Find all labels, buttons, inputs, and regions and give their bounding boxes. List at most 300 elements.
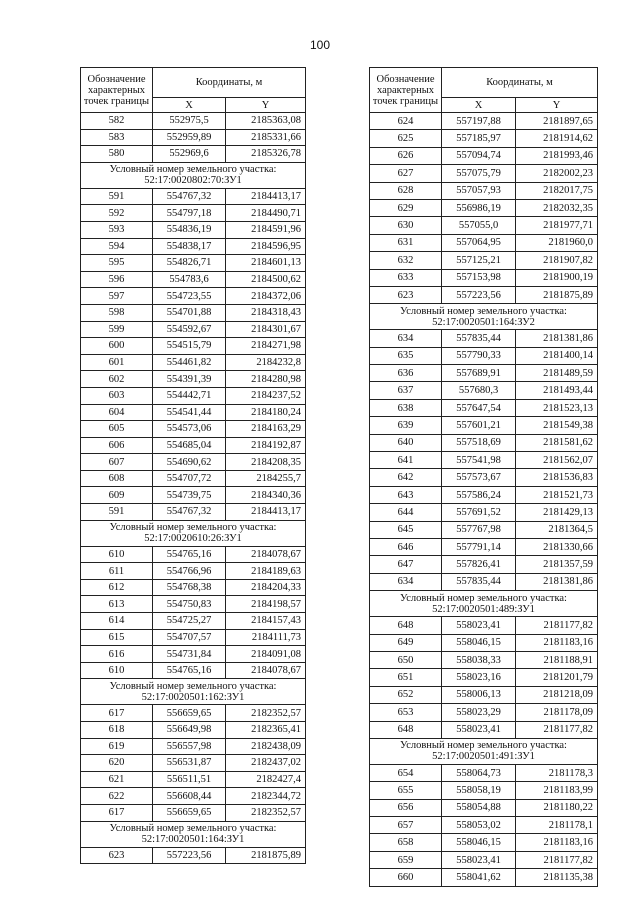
header-designation: Обозначение характерных точек границы [370, 68, 442, 113]
table-row [81, 437, 306, 454]
table-row [81, 304, 306, 321]
x-coordinate-cell: 557055,0 [442, 217, 516, 234]
y-coordinate-cell: 2185363,08 [226, 113, 306, 130]
y-coordinate-cell: 2184078,67 [226, 546, 306, 563]
point-number-cell: 619 [81, 738, 153, 755]
point-number-cell: 601 [81, 354, 153, 371]
x-coordinate-cell: 557835,44 [442, 573, 516, 590]
y-coordinate-cell: 2184237,52 [226, 387, 306, 404]
x-coordinate-cell: 556557,98 [153, 738, 226, 755]
parcel-label-text: Условный номер земельного участка: [400, 305, 567, 317]
table-row [81, 613, 306, 630]
point-number-cell: 636 [370, 365, 442, 382]
point-number-cell: 639 [370, 417, 442, 434]
table-row [370, 834, 598, 851]
y-coordinate-cell: 2181183,16 [516, 634, 598, 651]
point-number-cell: 616 [81, 646, 153, 663]
y-coordinate-cell: 2185326,78 [226, 146, 306, 163]
point-number-cell: 640 [370, 434, 442, 451]
table-row [81, 146, 306, 163]
point-number-cell: 583 [81, 129, 153, 146]
y-coordinate-cell: 2182437,02 [226, 755, 306, 772]
point-number-cell: 614 [81, 613, 153, 630]
table-row [81, 662, 306, 679]
point-number-cell: 658 [370, 834, 442, 851]
parcel-number-label [370, 591, 598, 617]
table-row [370, 573, 598, 590]
x-coordinate-cell: 556531,87 [153, 755, 226, 772]
y-coordinate-cell: 2181562,07 [516, 452, 598, 469]
table-row [81, 354, 306, 371]
y-coordinate-cell: 2181914,62 [516, 130, 598, 147]
point-number-cell: 650 [370, 651, 442, 668]
x-coordinate-cell: 556511,51 [153, 771, 226, 788]
point-number-cell: 632 [370, 252, 442, 269]
x-coordinate-cell: 558023,29 [442, 704, 516, 721]
y-coordinate-cell: 2181429,13 [516, 504, 598, 521]
table-row [370, 486, 598, 503]
x-coordinate-cell: 554515,79 [153, 338, 226, 355]
y-coordinate-cell: 2181381,86 [516, 330, 598, 347]
table-row [370, 417, 598, 434]
point-number-cell: 626 [370, 147, 442, 164]
table-row [370, 234, 598, 251]
table-row [370, 434, 598, 451]
table-row [81, 738, 306, 755]
table-row [81, 271, 306, 288]
table-row [370, 147, 598, 164]
parcel-code: 52:17:0020501:489:ЗУ1 [432, 603, 535, 615]
x-coordinate-cell: 554707,57 [153, 629, 226, 646]
y-coordinate-cell: 2184157,43 [226, 613, 306, 630]
point-number-cell: 634 [370, 330, 442, 347]
y-coordinate-cell: 2181875,89 [226, 847, 306, 864]
y-coordinate-cell: 2181493,44 [516, 382, 598, 399]
table-row [370, 521, 598, 538]
point-number-cell: 617 [81, 705, 153, 722]
table-row [81, 255, 306, 272]
y-coordinate-cell: 2184189,63 [226, 563, 306, 580]
table-row [370, 851, 598, 868]
x-coordinate-cell: 557185,97 [442, 130, 516, 147]
point-number-cell: 617 [81, 804, 153, 821]
y-coordinate-cell: 2184192,87 [226, 437, 306, 454]
x-coordinate-cell: 558053,02 [442, 817, 516, 834]
table-row [370, 538, 598, 555]
table-row [81, 722, 306, 739]
y-coordinate-cell: 2184318,43 [226, 304, 306, 321]
table-row [370, 399, 598, 416]
table-row [370, 347, 598, 364]
table-row [81, 238, 306, 255]
point-number-cell: 629 [370, 199, 442, 216]
y-coordinate-cell: 2181180,22 [516, 799, 598, 816]
point-number-cell: 641 [370, 452, 442, 469]
table-row [370, 330, 598, 347]
table-row [370, 382, 598, 399]
y-coordinate-cell: 2181330,66 [516, 538, 598, 555]
y-coordinate-cell: 2184232,8 [226, 354, 306, 371]
table-row [81, 629, 306, 646]
x-coordinate-cell: 556649,98 [153, 722, 226, 739]
y-coordinate-cell: 2181178,3 [516, 764, 598, 781]
parcel-section-row [81, 162, 306, 188]
y-coordinate-cell: 2184280,98 [226, 371, 306, 388]
table-row [370, 634, 598, 651]
point-number-cell: 599 [81, 321, 153, 338]
table-row [81, 129, 306, 146]
x-coordinate-cell: 557197,88 [442, 113, 516, 130]
table-row [370, 686, 598, 703]
x-coordinate-cell: 552975,5 [153, 113, 226, 130]
table-row [81, 563, 306, 580]
y-coordinate-cell: 2181897,65 [516, 113, 598, 130]
x-coordinate-cell: 557573,67 [442, 469, 516, 486]
y-coordinate-cell: 2181521,73 [516, 486, 598, 503]
point-number-cell: 612 [81, 579, 153, 596]
point-number-cell: 622 [81, 788, 153, 805]
y-coordinate-cell: 2181188,91 [516, 651, 598, 668]
parcel-label-text: Условный номер земельного участка: [109, 164, 277, 176]
x-coordinate-cell: 557223,56 [153, 847, 226, 864]
table-row [370, 286, 598, 303]
table-row [370, 669, 598, 686]
table-row [370, 199, 598, 216]
table-row [370, 504, 598, 521]
x-coordinate-cell: 557541,98 [442, 452, 516, 469]
x-coordinate-cell: 554783,6 [153, 271, 226, 288]
y-coordinate-cell: 2181183,16 [516, 834, 598, 851]
parcel-code: 52:17:0020802:70:ЗУ1 [144, 175, 242, 187]
point-number-cell: 620 [81, 755, 153, 772]
x-coordinate-cell: 557586,24 [442, 486, 516, 503]
point-number-cell: 607 [81, 454, 153, 471]
x-coordinate-cell: 557075,79 [442, 165, 516, 182]
point-number-cell: 580 [81, 146, 153, 163]
x-coordinate-cell: 554685,04 [153, 437, 226, 454]
parcel-label-text: Условный номер земельного участка: [109, 522, 277, 534]
table-row [370, 365, 598, 382]
point-number-cell: 591 [81, 504, 153, 521]
x-coordinate-cell: 558006,13 [442, 686, 516, 703]
x-coordinate-cell: 554592,67 [153, 321, 226, 338]
point-number-cell: 647 [370, 556, 442, 573]
point-number-cell: 643 [370, 486, 442, 503]
point-number-cell: 596 [81, 271, 153, 288]
point-number-cell: 637 [370, 382, 442, 399]
y-coordinate-cell: 2181177,82 [516, 721, 598, 738]
y-coordinate-cell: 2181581,62 [516, 434, 598, 451]
y-coordinate-cell: 2184490,71 [226, 205, 306, 222]
y-coordinate-cell: 2181218,09 [516, 686, 598, 703]
point-number-cell: 613 [81, 596, 153, 613]
x-coordinate-cell: 552969,6 [153, 146, 226, 163]
x-coordinate-cell: 554765,16 [153, 662, 226, 679]
x-coordinate-cell: 557125,21 [442, 252, 516, 269]
point-number-cell: 634 [370, 573, 442, 590]
y-coordinate-cell: 2184180,24 [226, 404, 306, 421]
y-coordinate-cell: 2181177,82 [516, 617, 598, 634]
table-row [81, 847, 306, 864]
parcel-number-label [370, 738, 598, 764]
x-coordinate-cell: 556986,19 [442, 199, 516, 216]
point-number-cell: 656 [370, 799, 442, 816]
y-coordinate-cell: 2184204,33 [226, 579, 306, 596]
y-coordinate-cell: 2181977,71 [516, 217, 598, 234]
parcel-label-text: Условный номер земельного участка: [400, 740, 567, 752]
y-coordinate-cell: 2181178,09 [516, 704, 598, 721]
point-number-cell: 621 [81, 771, 153, 788]
x-coordinate-cell: 554731,84 [153, 646, 226, 663]
y-coordinate-cell: 2184413,17 [226, 504, 306, 521]
point-number-cell: 600 [81, 338, 153, 355]
y-coordinate-cell: 2184091,08 [226, 646, 306, 663]
x-coordinate-cell: 557647,54 [442, 399, 516, 416]
x-coordinate-cell: 557835,44 [442, 330, 516, 347]
point-number-cell: 648 [370, 721, 442, 738]
x-coordinate-cell: 558023,16 [442, 669, 516, 686]
header-y: Y [226, 98, 306, 113]
x-coordinate-cell: 554739,75 [153, 487, 226, 504]
x-coordinate-cell: 558054,88 [442, 799, 516, 816]
x-coordinate-cell: 558058,19 [442, 782, 516, 799]
parcel-code: 52:17:0020501:162:ЗУ1 [141, 691, 245, 703]
x-coordinate-cell: 554767,32 [153, 188, 226, 205]
y-coordinate-cell: 2182352,57 [226, 705, 306, 722]
table-row [81, 205, 306, 222]
x-coordinate-cell: 557790,33 [442, 347, 516, 364]
point-number-cell: 628 [370, 182, 442, 199]
x-coordinate-cell: 554768,38 [153, 579, 226, 596]
point-number-cell: 630 [370, 217, 442, 234]
table-row [81, 771, 306, 788]
parcel-label-text: Условный номер земельного участка: [400, 592, 567, 604]
x-coordinate-cell: 558064,73 [442, 764, 516, 781]
y-coordinate-cell: 2181381,86 [516, 573, 598, 590]
point-number-cell: 638 [370, 399, 442, 416]
table-row [370, 130, 598, 147]
table-row [81, 188, 306, 205]
point-number-cell: 635 [370, 347, 442, 364]
point-number-cell: 604 [81, 404, 153, 421]
point-number-cell: 605 [81, 421, 153, 438]
y-coordinate-cell: 2181907,82 [516, 252, 598, 269]
x-coordinate-cell: 558046,15 [442, 834, 516, 851]
parcel-section-row [370, 738, 598, 764]
table-row [81, 387, 306, 404]
parcel-number-label [81, 520, 306, 546]
table-row [81, 579, 306, 596]
table-row [81, 596, 306, 613]
table-row [81, 221, 306, 238]
y-coordinate-cell: 2184500,62 [226, 271, 306, 288]
point-number-cell: 595 [81, 255, 153, 272]
point-number-cell: 610 [81, 546, 153, 563]
x-coordinate-cell: 557153,98 [442, 269, 516, 286]
y-coordinate-cell: 2182352,57 [226, 804, 306, 821]
point-number-cell: 610 [81, 662, 153, 679]
y-coordinate-cell: 2184271,98 [226, 338, 306, 355]
table-row [370, 217, 598, 234]
point-number-cell: 625 [370, 130, 442, 147]
table-row [81, 755, 306, 772]
x-coordinate-cell: 554766,96 [153, 563, 226, 580]
y-coordinate-cell: 2181549,38 [516, 417, 598, 434]
table-row [370, 869, 598, 886]
x-coordinate-cell: 554750,83 [153, 596, 226, 613]
parcel-code: 52:17:0020501:491:ЗУ1 [432, 751, 535, 763]
point-number-cell: 644 [370, 504, 442, 521]
x-coordinate-cell: 554573,06 [153, 421, 226, 438]
table-row [370, 165, 598, 182]
table-row [81, 470, 306, 487]
y-coordinate-cell: 2181489,59 [516, 365, 598, 382]
parcel-section-row [370, 304, 598, 330]
x-coordinate-cell: 558023,41 [442, 721, 516, 738]
point-number-cell: 593 [81, 221, 153, 238]
parcel-code: 52:17:0020501:164:ЗУ2 [432, 316, 535, 328]
parcel-label-text: Условный номер земельного участка: [109, 680, 277, 692]
table-row [81, 338, 306, 355]
y-coordinate-cell: 2182438,09 [226, 738, 306, 755]
x-coordinate-cell: 554797,18 [153, 205, 226, 222]
point-number-cell: 627 [370, 165, 442, 182]
header-coordinates: Координаты, м [442, 68, 598, 98]
parcel-section-row [81, 821, 306, 847]
y-coordinate-cell: 2184601,13 [226, 255, 306, 272]
x-coordinate-cell: 554541,44 [153, 404, 226, 421]
y-coordinate-cell: 2181135,38 [516, 869, 598, 886]
table-row [370, 799, 598, 816]
table-row [370, 704, 598, 721]
y-coordinate-cell: 2182427,4 [226, 771, 306, 788]
y-coordinate-cell: 2184372,06 [226, 288, 306, 305]
x-coordinate-cell: 557791,14 [442, 538, 516, 555]
y-coordinate-cell: 2182344,72 [226, 788, 306, 805]
parcel-number-label [81, 821, 306, 847]
y-coordinate-cell: 2181400,14 [516, 347, 598, 364]
page-number: 100 [309, 38, 331, 52]
table-row [370, 651, 598, 668]
table-row [370, 782, 598, 799]
y-coordinate-cell: 2181875,89 [516, 286, 598, 303]
table-row [81, 113, 306, 130]
y-coordinate-cell: 2181993,46 [516, 147, 598, 164]
y-coordinate-cell: 2182032,35 [516, 199, 598, 216]
point-number-cell: 659 [370, 851, 442, 868]
point-number-cell: 651 [370, 669, 442, 686]
y-coordinate-cell: 2181960,0 [516, 234, 598, 251]
y-coordinate-cell: 2181364,5 [516, 521, 598, 538]
coordinates-table-left [80, 67, 306, 864]
parcel-section-row [81, 520, 306, 546]
table-row [81, 421, 306, 438]
table-row [370, 269, 598, 286]
point-number-cell: 598 [81, 304, 153, 321]
y-coordinate-cell: 2181201,79 [516, 669, 598, 686]
x-coordinate-cell: 554391,39 [153, 371, 226, 388]
x-coordinate-cell: 557601,21 [442, 417, 516, 434]
table-row [370, 764, 598, 781]
point-number-cell: 606 [81, 437, 153, 454]
header-coordinates: Координаты, м [153, 68, 306, 98]
point-number-cell: 582 [81, 113, 153, 130]
point-number-cell: 591 [81, 188, 153, 205]
parcel-number-label [370, 304, 598, 330]
x-coordinate-cell: 554442,71 [153, 387, 226, 404]
y-coordinate-cell: 2184413,17 [226, 188, 306, 205]
x-coordinate-cell: 554838,17 [153, 238, 226, 255]
table-row [81, 321, 306, 338]
point-number-cell: 608 [81, 470, 153, 487]
x-coordinate-cell: 558046,15 [442, 634, 516, 651]
table-row [370, 252, 598, 269]
table-row [81, 504, 306, 521]
point-number-cell: 631 [370, 234, 442, 251]
point-number-cell: 611 [81, 563, 153, 580]
x-coordinate-cell: 558038,33 [442, 651, 516, 668]
point-number-cell: 597 [81, 288, 153, 305]
x-coordinate-cell: 554836,19 [153, 221, 226, 238]
x-coordinate-cell: 554725,27 [153, 613, 226, 630]
y-coordinate-cell: 2184078,67 [226, 662, 306, 679]
table-row [370, 817, 598, 834]
point-number-cell: 653 [370, 704, 442, 721]
y-coordinate-cell: 2184596,95 [226, 238, 306, 255]
x-coordinate-cell: 557691,52 [442, 504, 516, 521]
y-coordinate-cell: 2181900,19 [516, 269, 598, 286]
point-number-cell: 648 [370, 617, 442, 634]
y-coordinate-cell: 2184198,57 [226, 596, 306, 613]
point-number-cell: 594 [81, 238, 153, 255]
parcel-label-text: Условный номер земельного участка: [109, 823, 277, 835]
header-x: X [442, 98, 516, 113]
x-coordinate-cell: 554826,71 [153, 255, 226, 272]
x-coordinate-cell: 554707,72 [153, 470, 226, 487]
point-number-cell: 592 [81, 205, 153, 222]
x-coordinate-cell: 554701,88 [153, 304, 226, 321]
table-row [81, 454, 306, 471]
x-coordinate-cell: 557518,69 [442, 434, 516, 451]
point-number-cell: 649 [370, 634, 442, 651]
table-row [81, 546, 306, 563]
y-coordinate-cell: 2182017,75 [516, 182, 598, 199]
point-number-cell: 633 [370, 269, 442, 286]
point-number-cell: 609 [81, 487, 153, 504]
parcel-code: 52:17:0020501:164:ЗУ1 [141, 834, 245, 846]
y-coordinate-cell: 2181177,82 [516, 851, 598, 868]
table-row [81, 404, 306, 421]
point-number-cell: 624 [370, 113, 442, 130]
y-coordinate-cell: 2182365,41 [226, 722, 306, 739]
x-coordinate-cell: 556659,65 [153, 804, 226, 821]
table-row [370, 113, 598, 130]
table-row [81, 646, 306, 663]
table-row [81, 288, 306, 305]
y-coordinate-cell: 2184301,67 [226, 321, 306, 338]
y-coordinate-cell: 2181536,83 [516, 469, 598, 486]
header-x: X [153, 98, 226, 113]
x-coordinate-cell: 556659,65 [153, 705, 226, 722]
table-row [370, 617, 598, 634]
x-coordinate-cell: 558023,41 [442, 851, 516, 868]
point-number-cell: 642 [370, 469, 442, 486]
point-number-cell: 654 [370, 764, 442, 781]
x-coordinate-cell: 554461,82 [153, 354, 226, 371]
table-row [81, 705, 306, 722]
point-number-cell: 645 [370, 521, 442, 538]
point-number-cell: 623 [81, 847, 153, 864]
